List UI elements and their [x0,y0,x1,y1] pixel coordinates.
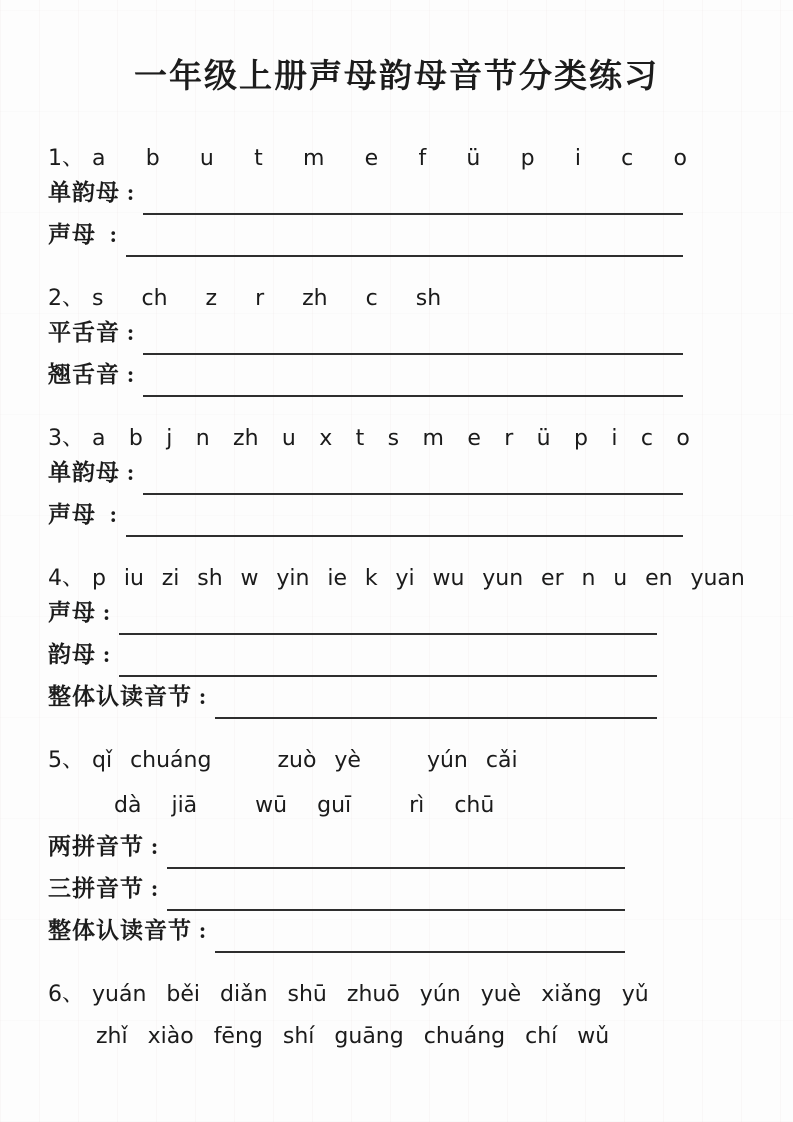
pinyin-token: zhuō [346,982,400,1007]
pinyin-token: a [92,146,106,171]
pinyin-syllable-row [48,1024,745,1054]
pinyin-token: o [673,146,687,171]
pinyin-token: dà [114,793,142,818]
pinyin-token: wǔ [577,1024,610,1049]
pinyin-token: cǎi [485,748,518,773]
pinyin-token: shí [282,1024,315,1049]
pinyin-token: sh [197,566,223,591]
pinyin-token: chuáng [423,1024,506,1049]
blank-label: 单韵母 : [48,460,136,485]
pinyin-syllable-row [48,743,745,773]
item-number: 3、 [48,426,84,451]
pinyin-token: sh [415,286,442,311]
pinyin-token: yǔ [621,982,649,1007]
pinyin-token: i [611,426,618,451]
pinyin-token-list [92,748,745,773]
pinyin-token: zh [302,286,328,311]
pinyin-token: běi [166,982,201,1007]
pinyin-token-list [92,566,745,591]
pinyin-token: yuan [690,566,745,591]
pinyin-token: i [574,146,581,171]
pinyin-token: chuáng [130,748,212,773]
fill-in-row [48,875,745,911]
answer-blank-line [143,353,683,355]
pinyin-token: c [365,286,378,311]
blank-label: 整体认读音节 : [48,918,208,943]
pinyin-token-list [92,426,690,451]
pinyin-token: f [418,146,427,171]
answer-blank-line [167,909,625,911]
pinyin-token: guāng [334,1024,404,1049]
pinyin-letter-row [48,141,745,171]
exercise-section-1 [48,141,745,257]
pinyin-token: o [676,426,690,451]
pinyin-token: n [581,566,596,591]
answer-blank-line [126,255,683,257]
pinyin-token: s [387,426,400,451]
pinyin-token: b [128,426,143,451]
pinyin-syllable-row [48,561,745,591]
pinyin-token: k [364,566,378,591]
pinyin-token: r [255,286,265,311]
pinyin-syllable-row [48,793,745,823]
pinyin-token: u [613,566,628,591]
pinyin-token: m [302,146,325,171]
pinyin-token: x [319,426,333,451]
pinyin-token: w [240,566,259,591]
pinyin-token: fēng [213,1024,263,1049]
pinyin-token: yuè [480,982,522,1007]
fill-in-row [48,501,745,537]
exercise-section-4 [48,561,745,719]
fill-in-row [48,319,745,355]
blank-label: 整体认读音节 : [48,684,208,709]
pinyin-token: t [254,146,263,171]
pinyin-token: yi [395,566,415,591]
page-title: 一年级上册声母韵母音节分类练习 [134,59,659,95]
blank-label: 三拼音节 : [48,876,160,901]
answer-blank-line [215,717,657,719]
blank-label: 单韵母 : [48,180,136,205]
blank-label: 平舌音 : [48,320,136,345]
answer-blank-line [119,633,657,635]
answer-blank-line [143,213,683,215]
fill-in-row [48,221,745,257]
blank-label: 两拼音节 : [48,834,160,859]
pinyin-letter-row [48,281,745,311]
exercise-section-3 [48,421,745,537]
pinyin-token: t [355,426,365,451]
pinyin-token: z [205,286,218,311]
pinyin-token: er [541,566,564,591]
pinyin-token-list [48,793,745,818]
answer-blank-line [126,535,683,537]
pinyin-token: ch [141,286,168,311]
pinyin-token-list [92,286,745,311]
blank-label: 声母 : [48,222,119,247]
pinyin-token: en [645,566,673,591]
pinyin-token: jiā [171,793,198,818]
item-number: 6、 [48,982,84,1007]
pinyin-token: chí [525,1024,558,1049]
exercise-section-2 [48,281,745,397]
item-number: 2、 [48,286,84,311]
pinyin-token: e [467,426,481,451]
fill-in-row [48,599,745,635]
pinyin-token: iu [123,566,144,591]
pinyin-token: yún [426,748,468,773]
fill-in-row [48,833,745,869]
item-number: 5、 [48,748,84,773]
pinyin-token: xiǎng [541,982,602,1007]
pinyin-token: p [573,426,588,451]
pinyin-token-list [92,146,687,171]
pinyin-token: xiào [147,1024,194,1049]
fill-in-row [48,459,745,495]
fill-in-row [48,179,745,215]
pinyin-token: wū [255,793,288,818]
pinyin-token: e [364,146,379,171]
answer-blank-line [143,395,683,397]
pinyin-token-list [96,1024,745,1049]
answer-blank-line [143,493,683,495]
item-number: 1、 [48,146,84,171]
pinyin-letter-row [48,421,745,451]
pinyin-token: zuò [277,748,317,773]
pinyin-token: yè [334,748,361,773]
pinyin-token: shū [287,982,327,1007]
pinyin-token: c [640,426,653,451]
pinyin-token: r [504,426,514,451]
exercise-section-6 [48,977,745,1054]
pinyin-token: chū [454,793,495,818]
pinyin-token: guī [317,793,352,818]
pinyin-token: a [92,426,106,451]
answer-blank-line [119,675,657,677]
answer-blank-line [215,951,625,953]
fill-in-row [48,361,745,397]
pinyin-token: n [195,426,210,451]
pinyin-token: yun [482,566,524,591]
pinyin-token: p [92,566,106,591]
blank-label: 声母 : [48,600,112,625]
fill-in-row [48,683,745,719]
blank-label: 翘舌音 : [48,362,136,387]
pinyin-token: m [422,426,444,451]
pinyin-token: zh [233,426,259,451]
pinyin-token-list [92,982,745,1007]
blank-label: 声母 : [48,502,119,527]
pinyin-token: qǐ [92,748,113,773]
pinyin-token: rì [409,793,425,818]
blank-label: 韵母 : [48,642,112,667]
pinyin-token: j [166,426,173,451]
pinyin-token: zi [161,566,180,591]
item-number: 4、 [48,566,84,591]
pinyin-token: yún [419,982,461,1007]
pinyin-token: diǎn [220,982,268,1007]
pinyin-token: zhǐ [96,1024,128,1049]
pinyin-token: p [520,146,535,171]
pinyin-token: ü [536,426,551,451]
exercise-section-5 [48,743,745,953]
pinyin-token: wu [432,566,465,591]
pinyin-token: ie [327,566,347,591]
fill-in-row [48,641,745,677]
answer-blank-line [167,867,625,869]
pinyin-token: c [621,146,634,171]
pinyin-token: s [92,286,104,311]
pinyin-token: u [199,146,214,171]
pinyin-syllable-row [48,977,745,1007]
pinyin-token: u [281,426,296,451]
fill-in-row [48,917,745,953]
pinyin-token: ü [466,146,481,171]
pinyin-token: yin [276,566,310,591]
pinyin-token: yuán [92,982,147,1007]
pinyin-token: b [145,146,160,171]
